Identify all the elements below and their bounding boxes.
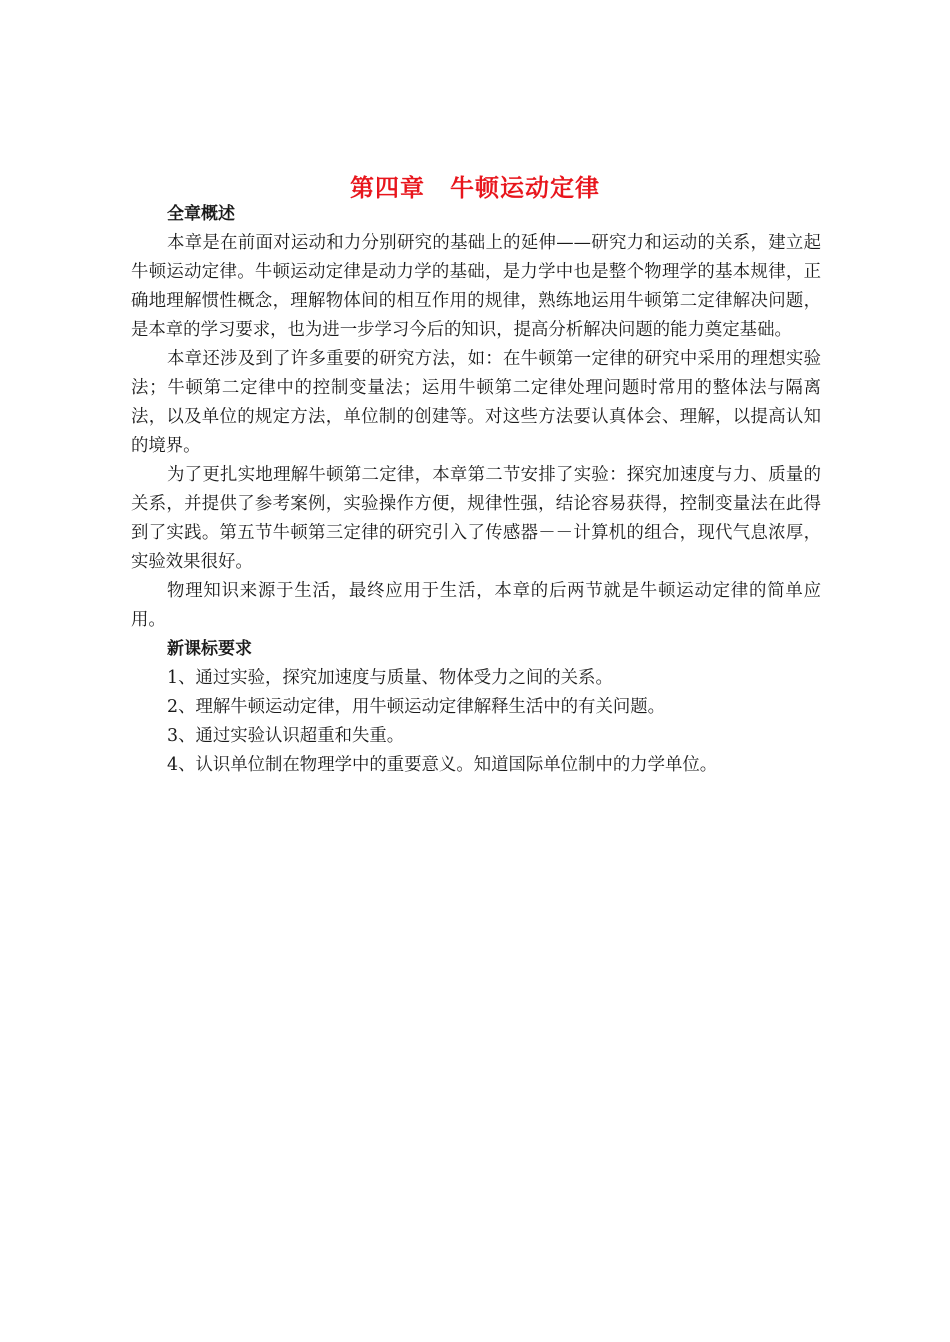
chapter-title: 第四章 牛顿运动定律 <box>350 174 600 203</box>
requirements-list <box>131 664 821 780</box>
overview-paragraph: 为了更扎实地理解牛顿第二定律，本章第二节安排了实验：探究加速度与力、质量的关系，并提供了参考案例，实验操作方便，规律性强，结论容易获得，控制变量法在此得到了实践。第五节牛顿第三定律的研究引入了传感器－－计算机的组合，现代气息浓厚，实验效果很好。 <box>131 465 821 572</box>
overview-paragraph: 物理知识来源于生活，最终应用于生活，本章的后两节就是牛顿运动定律的简单应用。 <box>131 581 821 630</box>
document-body <box>131 200 821 780</box>
requirements-heading: 新课标要求 <box>167 639 252 659</box>
requirements-section <box>131 635 821 780</box>
overview-paragraph: 本章是在前面对运动和力分别研究的基础上的延伸——研究力和运动的关系，建立起牛顿运动定律。牛顿运动定律是动力学的基础，是力学中也是整个物理学的基本规律，正确地理解惯性概念，理解物体间的相互作用的规律，熟练地运用牛顿第二定律解决问题，是本章的学习要求，也为进一步学习今后的知识，提高分析解决问题的能力奠定基础。 <box>131 233 821 340</box>
requirement-item: 3、通过实验认识超重和失重。 <box>167 726 405 746</box>
requirement-item: 1、通过实验，探究加速度与质量、物体受力之间的关系。 <box>167 668 613 688</box>
requirement-item: 4、认识单位制在物理学中的重要意义。知道国际单位制中的力学单位。 <box>167 755 718 775</box>
overview-paragraph: 本章还涉及到了许多重要的研究方法，如：在牛顿第一定律的研究中采用的理想实验法；牛顿第二定律中的控制变量法；运用牛顿第二定律处理问题时常用的整体法与隔离法，以及单位的规定方法，单位制的创建等。对这些方法要认真体会、理解，以提高认知的境界。 <box>131 349 821 456</box>
requirement-item: 2、理解牛顿运动定律，用牛顿运动定律解释生活中的有关问题。 <box>167 697 666 717</box>
overview-heading: 全章概述 <box>167 204 235 224</box>
overview-section <box>131 200 821 635</box>
